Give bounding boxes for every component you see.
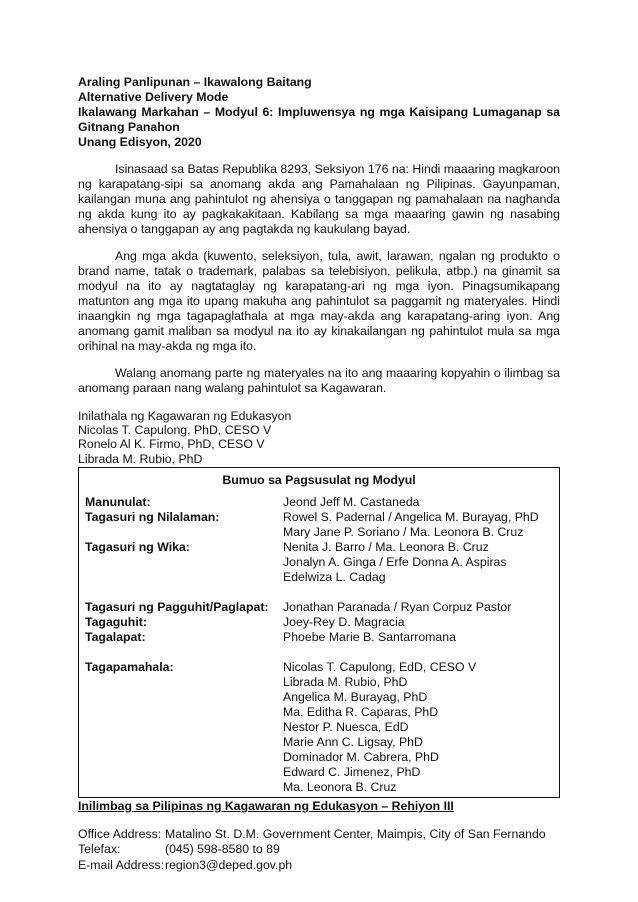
- credit-role: Tagalapat:: [85, 629, 146, 644]
- contact-label: Office Address:: [78, 826, 162, 841]
- credit-names: [283, 600, 559, 615]
- credit-name: Mary Jane P. Soriano / Ma. Leonora B. Cruz: [283, 524, 524, 539]
- credit-row: [79, 540, 559, 585]
- printed-by: Inilimbag sa Pilipinas ng Kagawaran ng Edukasyon – Rehiyon III: [78, 798, 454, 813]
- contact-label: Telefax:: [78, 842, 121, 857]
- credit-names: [283, 630, 559, 645]
- credits-list: [79, 495, 559, 795]
- credit-name: Jeond Jeff M. Castaneda: [283, 494, 420, 509]
- publisher-line: Inilathala ng Kagawaran ng Edukasyon: [78, 409, 292, 423]
- contact-row-office: [78, 827, 560, 843]
- credit-row: [79, 510, 559, 540]
- contact-value: (045) 598-8580 to 89: [165, 842, 280, 857]
- publisher-line: Librada M. Rubio, PhD: [78, 451, 203, 466]
- credit-name: Nestor P. Nuesca, EdD: [283, 719, 409, 734]
- credit-names: [283, 510, 559, 540]
- copyright-paragraph-3: Walang anomang parte ng materyales na ito ang maaaring kopyahin o ilimbag sa anomang paraan nang walang pahintulot sa Kagawaran.: [78, 366, 560, 395]
- contact-block: [78, 827, 560, 874]
- credit-names: [283, 660, 559, 795]
- module-header: [78, 75, 560, 150]
- credit-role: Tagasuri ng Nilalaman:: [85, 509, 220, 524]
- credit-name: Dominador M. Cabrera, PhD: [283, 749, 439, 764]
- credit-name: Rowel S. Padernal / Angelica M. Burayag, PhD: [283, 509, 539, 524]
- credit-names: [283, 540, 559, 585]
- credits-spacer: [79, 645, 559, 660]
- credit-name: Phoebe Marie B. Santarromana: [283, 629, 456, 644]
- credits-title: Bumuo sa Pagsusulat ng Modyul: [222, 472, 416, 487]
- subject-title: Araling Panlipunan – Ikawalong Baitang: [78, 75, 312, 89]
- contact-value: Matalino St. D.M. Government Center, Maimpis, City of San Fernando: [165, 826, 546, 841]
- module-title: Ikalawang Markahan – Modyul 6: Impluwensya ng mga Kaisipang Lumaganap sa Gitnang Panahon: [78, 105, 560, 134]
- credit-row: [79, 630, 559, 645]
- credit-name: Joey-Rey D. Magracia: [283, 614, 405, 629]
- credit-name: Jonalyn A. Ginga / Erfe Donna A. Aspiras: [283, 554, 507, 569]
- credit-name: Nenita J. Barro / Ma. Leonora B. Cruz: [283, 539, 489, 554]
- credit-role: Tagaguhit:: [85, 614, 147, 629]
- credit-names: [283, 495, 559, 510]
- publisher-line: Ronelo Al K. Firmo, PhD, CESO V: [78, 437, 265, 452]
- credit-row: [79, 615, 559, 630]
- publisher-block: [78, 409, 560, 466]
- credit-name: Marie Ann C. Ligsay, PhD: [283, 734, 423, 749]
- credit-role: Tagasuri ng Wika:: [85, 539, 190, 554]
- credits-box: [78, 467, 560, 798]
- copyright-paragraph-1: Isinasaad sa Batas Republika 8293, Seksiyon 176 na: Hindi maaaring magkaroon ng karapatang-sipi sa anomang akda ang Pamahalaan ng Pilipinas. Gayunpaman, kailangan muna ang pahintulot ng ahensiya o tanggapan ng pamahalaan na naghanda ng akda kung ito ay pagkakakitaan. Kabilang sa mga maaaring gawin ng nasabing ahensiya o tanggapan ay ang pagtakda ng kaukulang bayad.: [78, 162, 561, 236]
- credit-role: Tagasuri ng Pagguhit/Paglapat:: [85, 599, 269, 614]
- credit-name: Angelica M. Burayag, PhD: [283, 689, 428, 704]
- credit-name: Librada M. Rubio, PhD: [283, 674, 408, 689]
- contact-row-telefax: [78, 842, 560, 858]
- contact-value: region3@deped.gov.ph: [165, 857, 293, 872]
- credit-row: [79, 660, 559, 795]
- credit-role: Manunulat:: [85, 494, 151, 509]
- credit-name: Ma. Editha R. Caparas, PhD: [283, 704, 439, 719]
- credit-name: Edward C. Jimenez, PhD: [283, 764, 421, 779]
- credit-name: Edelwiza L. Cadag: [283, 569, 386, 584]
- credits-spacer: [79, 585, 559, 600]
- copyright-paragraph-2: Ang mga akda (kuwento, seleksiyon, tula, awit, larawan, ngalan ng produkto o brand name, tatak o trademark, palabas sa telebisiyon, pelikula, atbp.) na ginamit sa modyul na ito ay nagtataglay ng karapatang-ari ng mga iyon. Pinagsumikapang matunton ang mga ito upang makuha ang pahintulot sa paggamit ng materyales. Hindi inaangkin ng mga tagapaglathala at mga may-akda ang karapatang-aring iyon. Ang anomang gamit maliban sa modyul na ito ay kinakailangan ng pahintulot mula sa mga orihinal na may-akda ng mga ito.: [78, 249, 560, 353]
- delivery-mode: Alternative Delivery Mode: [78, 90, 229, 104]
- contact-label: E-mail Address:: [78, 857, 165, 872]
- credit-names: [283, 615, 559, 630]
- credit-row: [79, 495, 559, 510]
- copyright-page: [78, 75, 560, 873]
- credit-role: Tagapamahala:: [85, 659, 174, 674]
- credit-name: Nicolas T. Capulong, EdD, CESO V: [283, 659, 477, 674]
- publisher-line: Nicolas T. Capulong, PhD, CESO V: [78, 423, 272, 438]
- contact-row-email: [78, 858, 560, 874]
- credit-name: Jonathan Paranada / Ryan Corpuz Pastor: [283, 599, 512, 614]
- edition: Unang Edisyon, 2020: [78, 135, 202, 149]
- credit-row: [79, 600, 559, 615]
- credit-name: Ma. Leonora B. Cruz: [283, 779, 397, 794]
